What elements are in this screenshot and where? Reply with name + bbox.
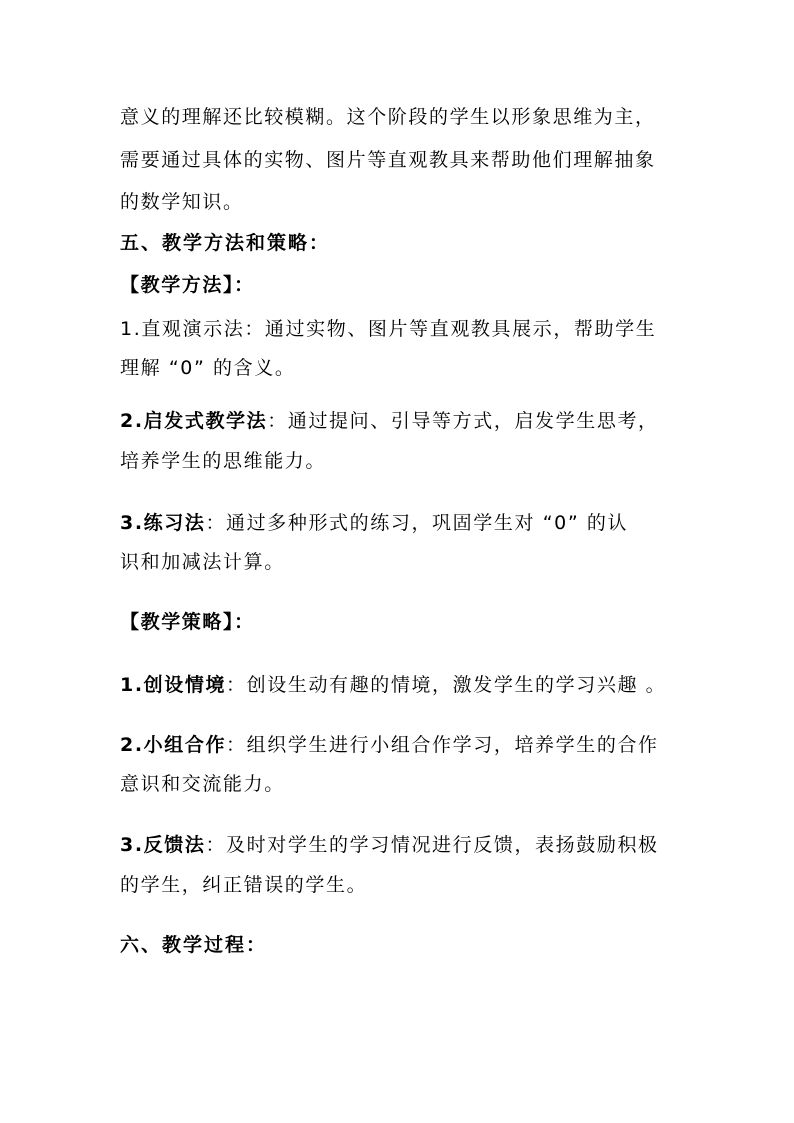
strategy-3-text: ：及时对学生的学习情况进行反馈，表扬鼓励积极 <box>205 834 659 856</box>
paragraph-line-2: 需要通过具体的实物、图片等直观教具来帮助他们理解抽象 <box>120 149 656 171</box>
strategy-1-line-1 <box>120 672 666 698</box>
method-3-line-2: 识和加减法计算。 <box>120 551 285 573</box>
paragraph-line-3: 的数学知识。 <box>120 191 244 213</box>
method-2-text: ：通过提问、引导等方式，启发学生思考， <box>267 410 659 432</box>
strategy-2-text: ：组织学生进行小组合作学习，培养学生的合作 <box>226 734 659 756</box>
method-3-label: 3.练习法 <box>120 512 206 534</box>
strategy-3-label: 3.反馈法 <box>120 834 206 856</box>
method-3-text: ：通过多种形式的练习，巩固学生对 “0” 的认 <box>205 512 629 534</box>
strategy-3-line-2: 的学生，纠正错误的学生。 <box>120 874 368 896</box>
section-5-title: 五、教学方法和策略： <box>120 232 331 254</box>
method-2-line-1 <box>120 408 659 434</box>
strategy-2-label: 2.小组合作 <box>120 734 227 756</box>
method-1-line-1: 1.直观演示法：通过实物、图片等直观教具展示，帮助学生 <box>120 318 657 340</box>
method-2-line-2: 培养学生的思维能力。 <box>120 450 327 472</box>
teaching-methods-heading: 【教学方法】： <box>120 274 255 296</box>
strategy-2-line-2: 意识和交流能力。 <box>120 773 285 795</box>
section-6-title: 六、教学过程： <box>120 934 268 956</box>
teaching-strategies-heading: 【教学策略】： <box>120 611 255 633</box>
strategy-1-label: 1.创设情境 <box>120 674 227 696</box>
strategy-2-line-1 <box>120 732 659 758</box>
strategy-3-line-1 <box>120 832 659 858</box>
strategy-1-text: ：创设生动有趣的情境，激发学生的学习兴趣 。 <box>226 674 667 696</box>
method-3-line-1 <box>120 510 628 536</box>
method-1-line-2: 理解 “0” 的含义。 <box>120 357 296 379</box>
method-2-label: 2.启发式教学法 <box>120 410 268 432</box>
paragraph-line-1: 意义的理解还比较模糊。这个阶段的学生以形象思维为主， <box>120 106 656 128</box>
